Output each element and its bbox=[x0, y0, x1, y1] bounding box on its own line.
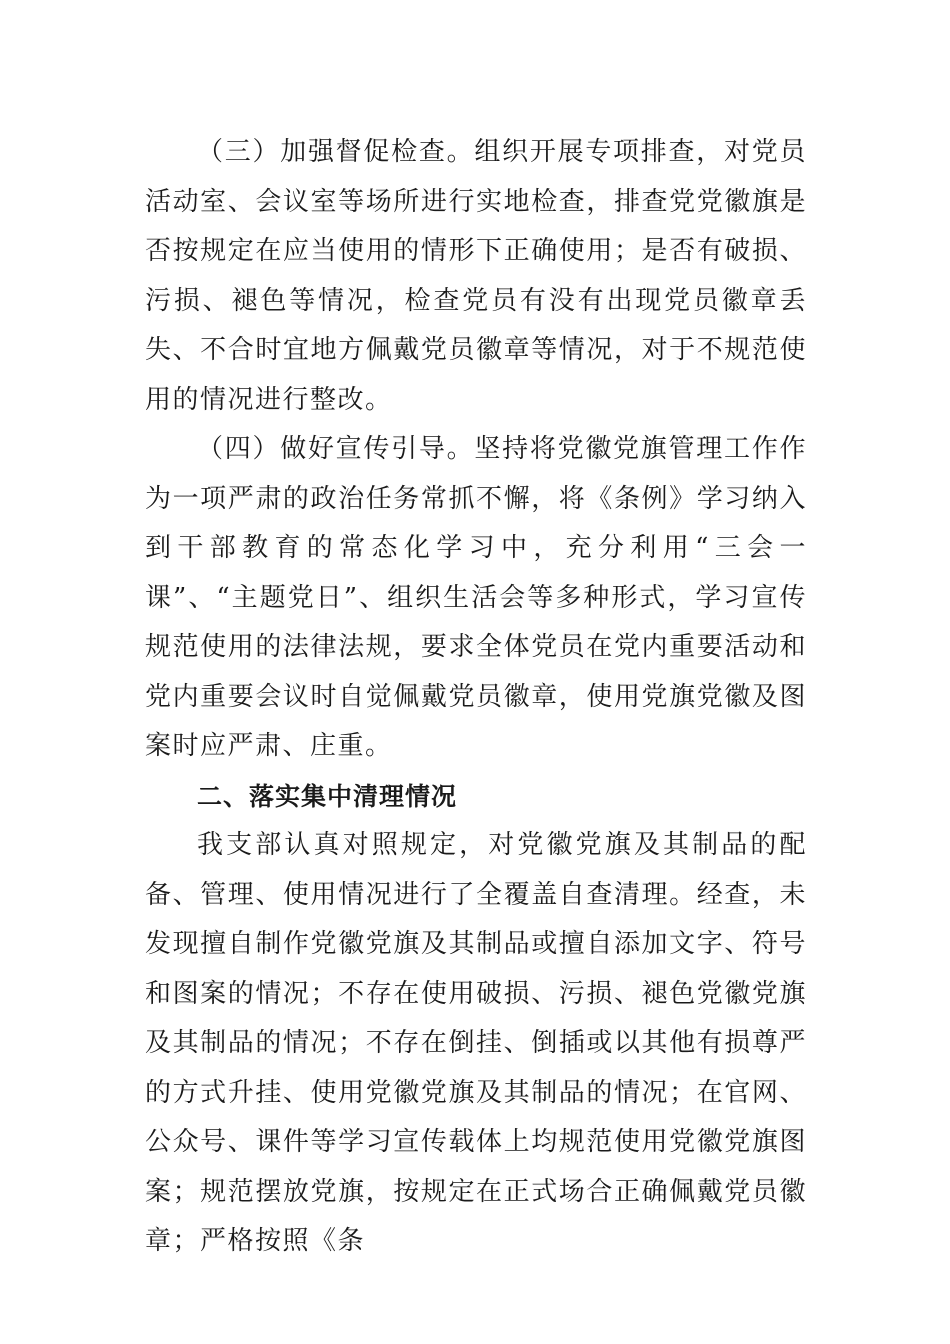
paragraph-section-4: （四）做好宣传引导。坚持将党徽党旗管理工作作为一项严肃的政治任务常抓不懈，将《条例》学习纳入到干部教育的常态化学习中，充分利用“三会一课”、“主题党日”、组织生活会等多种形式，学习宣传规范使用的法律法规，要求全体党员在党内重要活动和党内重要会议时自觉佩戴党员徽章，使用党旗党徽及图案时应严肃、庄重。 bbox=[145, 434, 807, 761]
section-heading: 二、落实集中清理情况 bbox=[197, 781, 458, 811]
document-body bbox=[145, 128, 807, 1267]
paragraph-section-3: （三）加强督促检查。组织开展专项排查，对党员活动室、会议室等场所进行实地检查，排查党党徽旗是否按规定在应当使用的情形下正确使用；是否有破损、污损、褪色等情况，检查党员有没有出现党员徽章丢失、不合时宜地方佩戴党员徽章等情况，对于不规范使用的情况进行整改。 bbox=[145, 137, 807, 415]
paragraph-cleanup-findings: 我支部认真对照规定，对党徽党旗及其制品的配备、管理、使用情况进行了全覆盖自查清理。经查，未发现擅自制作党徽党旗及其制品或擅自添加文字、符号和图案的情况；不存在使用破损、污损、褪色党徽党旗及其制品的情况；不存在倒挂、倒插或以其他有损尊严的方式升挂、使用党徽党旗及其制品的情况；在官网、公众号、课件等学习宣传载体上均规范使用党徽党旗图案；规范摆放党旗，按规定在正式场合正确佩戴党员徽章；严格按照《条 bbox=[145, 830, 807, 1256]
